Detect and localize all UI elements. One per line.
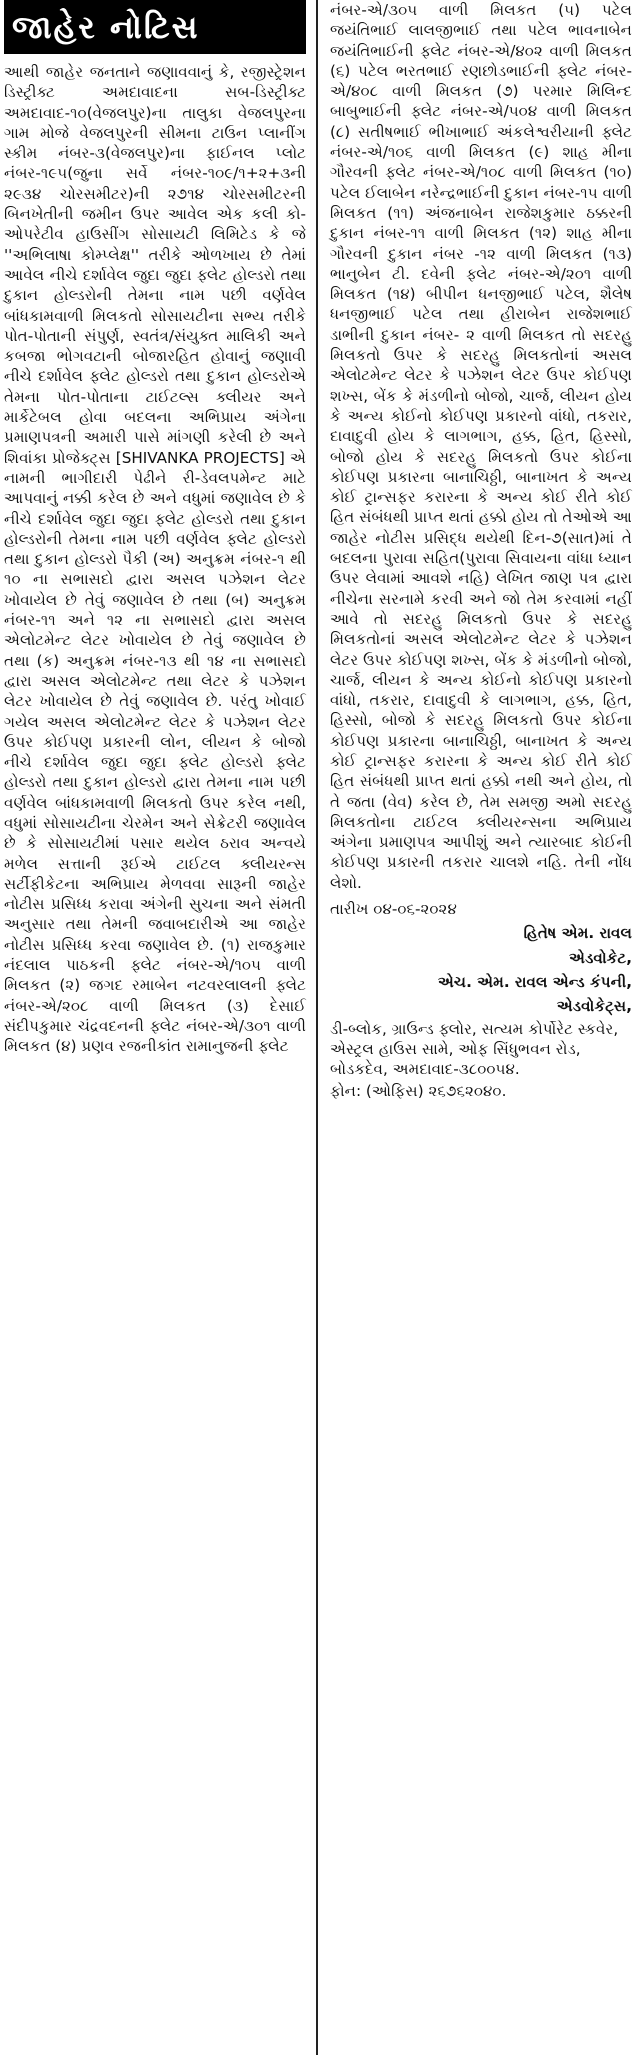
firm-address: ડી-બ્લોક, ગ્રાઉન્ડ ફ્લોર, સત્યમ કોર્પોરેટ સ્કવેર, એસ્ટ્રલ હાઉસ સામે, ઓફ સિંધુભવન રોડ, બોડકદેવ, અમદાવાદ-૩૮૦૦૫૪. bbox=[330, 1019, 619, 1079]
firm-title: એડવોકેટ્સ, bbox=[556, 997, 632, 1016]
right-column bbox=[330, 0, 632, 1102]
left-column bbox=[4, 0, 306, 1057]
notice-title: જાહેર નોટિસ bbox=[4, 0, 306, 54]
firm-name: એચ. એમ. રાવલ એન્ડ કંપની, bbox=[437, 972, 632, 991]
column-divider bbox=[316, 0, 318, 2055]
notice-body-left: આથી જાહેર જનતાને જણાવવાનું કે, રજીસ્ટ્રેશન ડિસ્ટ્રીક્ટ અમદાવાદના સબ-ડિસ્ટ્રીક્ટ અમદાવાદ-૧૦(વેજલપુર)ના તાલુકા વેજલપુરના ગામ મોજે વેજલપુરની સીમના ટાઉન પ્લાનીંગ સ્કીમ નંબર-૩(વેજલપુર)ના ફાઈનલ પ્લોટ નંબર-૧૯૫(જુના સર્વે નંબર-૧૦૯/૧+૨+૩ની ૨૯૩૪ ચોરસમીટર)ની ૨૭૧૪ ચોરસમીટરની બિનખેતીની જમીન ઉપર આવેલ એક કલી કો-ઓપરેટીવ હાઉસીંગ સોસાયટી લિમિટેડ કે જે ''અભિલાષા કોમ્પ્લેક્ષ'' તરીકે ઓળખાય છે તેમાં આવેલ નીચે દર્શાવેલ જુદા જુદા ફ્લેટ હોલ્ડરો તથા દુકાન હોલ્ડરોની તેમના નામ પછી વર્ણવેલ બાંધકામવાળી મિલકતો સોસાયટીના સભ્ય તરીકે પોત-પોતાની સંપુર્ણ, સ્વતંત્ર/સંયુક્ત માલિકી અને કબજા ભોગવટાની બોજારહિત હોવાનું જણાવી નીચે દર્શાવેલ ફ્લેટ હોલ્ડરો તથા દુકાન હોલ્ડરોએ તેમના પોત-પોતાના ટાઈટલ્સ ક્લીયર અને માર્કેટેબલ હોવા બદલના અભિપ્રાય અંગેના પ્રમાણપત્રની અમારી પાસે માંગણી કરેલી છે અને શિવાંકા પ્રોજેક્ટ્સ [SHIVANKA PROJECTS] એ નામની ભાગીદારી પેઢીને રી-ડેવલપમેન્ટ માટે આપવાનું નક્કી કરેલ છે અને વધુમાં જણાવેલ છે કે નીચે દર્શાવેલ જુદા જુદા ફ્લેટ હોલ્ડરો તથા દુકાન હોલ્ડરોની તેમના નામ પછી વર્ણવેલ ફ્લેટ હોલ્ડરો તથા દુકાન હોલ્ડરો પૈકી (અ) અનુક્રમ નંબર-૧ થી ૧૦ ના સભાસદો દ્વારા અસલ પઝેશન લેટર ખોવાયેલ છે તેવું જણાવેલ છે તથા (બ) અનુક્રમ નંબર-૧૧ અને ૧૨ ના સભાસદો દ્વારા અસલ એલોટમેન્ટ લેટર ખોવાયેલ છે તેવું જણાવેલ છે તથા (ક) અનુક્રમ નંબર-૧૩ થી ૧૪ ના સભાસદો દ્વારા અસલ એલોટમેન્ટ તથા લેટર કે પઝેશન લેટર ખોવાયેલ છે તેવું જણાવેલ છે. પરંતુ ખોવાઈ ગયેલ અસલ એલોટમેન્ટ લેટર કે પઝેશન લેટર ઉપર કોઈપણ પ્રકારની લોન, લીયન કે બોજો નીચે દર્શાવેલ જુદા જુદા ફ્લેટ હોલ્ડરો ફ્લેટ હોલ્ડરો તથા દુકાન હોલ્ડરો દ્વારા તેમના નામ પછી વર્ણવેલ બાંધકામવાળી મિલકતો ઉપર કરેલ નથી, વધુમાં સોસાયટીના ચેરમેન અને સેક્રેટરી જણાવેલ છે કે સોસાયટીમાં પસાર થયેલ ઠરાવ અન્વયે મળેલ સત્તાની રૂઈએ ટાઈટલ ક્લીયરન્સ સર્ટીફીકેટના અભિપ્રાય મેળવવા સારૂની જાહેર નોટીસ પ્રસિધ્ધ કરાવા અંગેની સુચના અને સંમતી અનુસાર તથા તેમની જવાબદારીએ આ જાહેર નોટીસ પ્રસિધ્ધ કરવા જણાવેલ છે. (૧) રાજકુમાર નંદલાલ પાઠકની ફ્લેટ નંબર-એ/૧૦૫ વાળી મિલકત (૨) જગદ રમાબેન નટવરલાલની ફ્લેટ નંબર-એ/૨૦૮ વાળી મિલકત (૩) દેસાઈ સંદીપકુમાર ચંદ્રવદનની ફ્લેટ નંબર-એ/૩૦૧ વાળી મિલકત (૪) પ્રણવ રજનીકાંત રામાનુજની ફ્લેટ bbox=[4, 63, 306, 1056]
signatory-name: હિતેષ એમ. રાવલ bbox=[523, 924, 632, 943]
firm-phone: ફોન: (ઓફિસ) ૨૬૭૬૨૦૪૦. bbox=[330, 1082, 507, 1101]
notice-body-right: નંબર-એ/૩૦૫ વાળી મિલકત (૫) પટેલ જયંતિભાઈ લાલજીભાઈ તથા પટેલ ભાવનાબેન જયંતિભાઈની ફ્લેટ નંબર-એ/૪૦૨ વાળી મિલકત (૬) પટેલ ભરતભાઈ રણછોડભાઈની ફ્લેટ નંબર-એ/૪૦૮ વાળી મિલકત (૭) પરમાર મિલિન્દ બાબુભાઈની ફ્લેટ નંબર-એ/૫૦૪ વાળી મિલકત (૮) સતીષભાઈ ભીખાભાઈ અંકલેશ્વરીયાની ફ્લેટ નંબર-એ/૧૦૬ વાળી મિલકત (૯) શાહ મીના ગૌરવની ફ્લેટ નંબર-એ/૧૦૮ વાળી મિલકત (૧૦) પટેલ ઈલાબેન નરેન્દ્રભાઈની દુકાન નંબર-૧૫ વાળી મિલકત (૧૧) અંજનાબેન રાજેશકુમાર ઠક્કરની દુકાન નંબર-૧૧ વાળી મિલકત (૧૨) શાહ મીના ગૌરવની દુકાન નંબર -૧૨ વાળી મિલકત (૧૩) ભાનુબેન ટી. દવેની ફ્લેટ નંબર-એ/૨૦૧ વાળી મિલકત (૧૪) બીપીન ધનજીભાઈ પટેલ, શૈલેષ ધનજીભાઈ પટેલ તથા હીરાબેન રાજેશભાઈ ડાભીની દુકાન નંબર- ૨ વાળી મિલકત તો સદરહુ મિલકતો ઉપર કે સદરહુ મિલકતોનાં અસલ એલોટમેન્ટ લેટર કે પઝેશન લેટર ઉપર કોઈપણ શખ્સ, બેંક કે મંડળીનો બોજો, ચાર્જ, લીયન હોય કે અન્ય કોઈનો કોઈપણ પ્રકારનો વાંધો, તકરાર, દાવાદુવી હોય કે લાગભાગ, હક્ક, હિત, હિસ્સો, બોજો હોય કે સદરહુ મિલકતો ઉપર કોઈના કોઈપણ પ્રકારના બાનાચિઠ્ઠી, બાનાખત કે અન્ય કોઈ ટ્રાન્સફર કરારના કે અન્ય કોઈ રીતે કોઈ હિત સંબંધથી પ્રાપ્ત થતાં હક્કો હોય તો તેઓએ આ જાહેર નોટીસ પ્રસિદ્ધ થયેથી દિન-૭(સાત)માં તે બદલના પુરાવા સહિત(પુરાવા સિવાયના વાંધા ધ્યાન ઉપર લેવામાં આવશે નહિ) લેખિત જાણ પત્ર દ્વારા નીચેના સરનામે કરવી અને જો તેમ કરવામાં નહીં આવે તો સદરહુ મિલકતો ઉપર કે સદરહુ મિલકતોનાં અસલ એલોટમેન્ટ લેટર કે પઝેશન લેટર ઉપર કોઈપણ શખ્સ, બેંક કે મંડળીનો બોજો, ચાર્જ, લીયન કે અન્ય કોઈનો કોઈપણ પ્રકારનો વાંધો, તકરાર, દાવાદુવી કે લાગભાગ, હક્ક, હિત, હિસ્સો, બોજો કે સદરહુ મિલકતો ઉપર કોઈના કોઈપણ પ્રકારના બાનાચિઠ્ઠી, બાનાખત કે અન્ય કોઈ ટ્રાન્સફર કરારના કે અન્ય કોઈ રીતે કોઈ હિત સંબંધથી પ્રાપ્ત થતાં હક્કો નથી અને હોય, તો તે જતા (વેવ) કરેલ છે, તેમ સમજી અમો સદરહુ મિલકતોના ટાઈટલ ક્લીયરન્સના અભિપ્રાય અંગેના પ્રમાણપત્ર આપીશું અને ત્યારબાદ કોઈની કોઈપણ પ્રકારની તકરાર ચાલશે નહિ. તેની નોંધ લેશો. bbox=[330, 1, 632, 892]
signatory-title: એડવોકેટ, bbox=[569, 948, 632, 967]
notice-date: તારીખ ૦૪-૦૬-૨૦૨૪ bbox=[330, 900, 457, 919]
